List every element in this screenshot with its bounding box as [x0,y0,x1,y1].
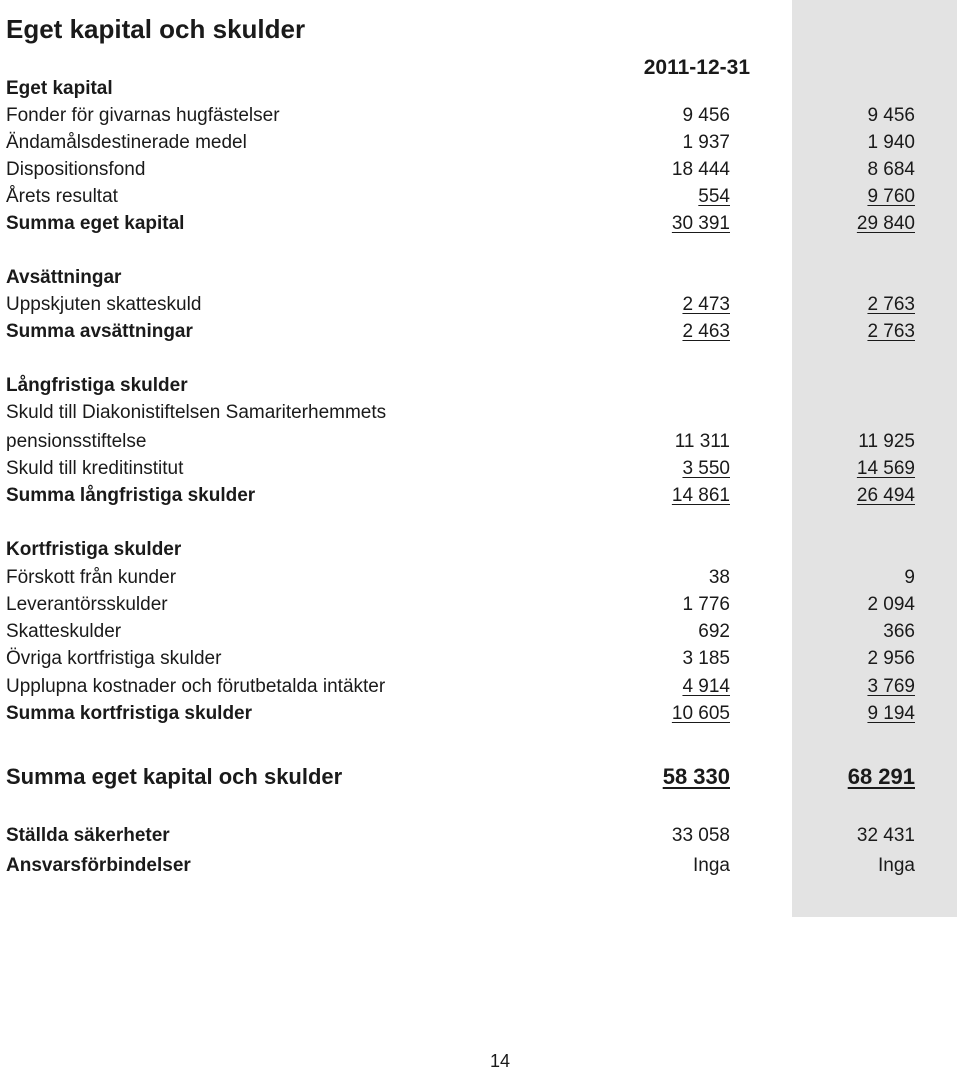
value-prior-year [735,156,915,183]
cell-value: 18 444 [671,159,730,180]
value-prior-year [735,852,915,879]
value-prior-year [735,700,915,727]
value-2011 [550,183,730,210]
cell-value: 26 494 [856,485,915,506]
page-title: Eget kapital och skulder [6,14,306,44]
cell-value: 8 684 [867,159,915,180]
table-row [0,75,960,102]
cell-value: 9 194 [867,703,915,724]
value-2011 [550,673,730,700]
cell-value: 692 [698,621,730,642]
value-prior-year [735,564,915,591]
value-prior-year [735,482,915,509]
value-prior-year [735,318,915,345]
value-2011 [550,700,730,727]
cell-value: 30 391 [671,213,730,234]
value-prior-year [735,210,915,237]
value-2011 [550,591,730,618]
table-row [0,455,960,482]
value-2011 [550,822,730,849]
table-row [0,852,960,879]
value-2011 [550,645,730,672]
cell-value: 2 094 [867,594,915,615]
table-row [0,372,960,399]
table-row [0,291,960,318]
value-2011 [550,455,730,482]
table-row [0,618,960,645]
table-row [0,156,960,183]
row-label: Fonder för givarnas hugfästelser [6,105,280,126]
row-label: Dispositionsfond [6,159,146,180]
row-label: Uppskjuten skatteskuld [6,294,202,315]
year-column-header: 2011-12-31 [643,56,750,79]
row-label: pensionsstiftelse [6,431,147,452]
row-label: Skuld till kreditinstitut [6,458,184,479]
row-label: Summa eget kapital [6,213,185,234]
value-2011 [550,129,730,156]
cell-value: 38 [708,567,730,588]
cell-value: 554 [698,186,730,207]
cell-value: 14 569 [856,458,915,479]
value-prior-year [735,645,915,672]
cell-value: 58 330 [662,764,730,789]
row-label: Ställda säkerheter [6,825,170,846]
value-prior-year [735,591,915,618]
page-number: 14 [489,1051,511,1071]
cell-value: 3 550 [682,458,730,479]
row-label: Ansvarsförbindelser [6,855,191,876]
value-2011 [550,291,730,318]
row-label: Långfristiga skulder [6,375,188,396]
value-prior-year [735,291,915,318]
row-label: Summa avsättningar [6,321,193,342]
value-prior-year [735,455,915,482]
cell-value: 3 769 [867,676,915,697]
cell-value: 14 861 [671,485,730,506]
row-label: Ändamålsdestinerade medel [6,132,247,153]
row-label: Övriga kortfristiga skulder [6,648,222,669]
cell-value: 4 914 [682,676,730,697]
table-row [0,183,960,210]
value-prior-year [735,822,915,849]
table-row [0,536,960,563]
row-label: Skuld till Diakonistiftelsen Samariterhemmets [6,402,387,423]
row-label: Summa eget kapital och skulder [6,764,343,789]
cell-value: 1 940 [867,132,915,153]
table-row [0,700,960,727]
cell-value: 2 956 [867,648,915,669]
cell-value: Inga [693,855,730,876]
value-prior-year [735,183,915,210]
value-2011 [550,852,730,879]
value-2011 [550,482,730,509]
cell-value: 9 760 [867,186,915,207]
value-2011 [550,428,730,455]
row-label: Summa långfristiga skulder [6,485,256,506]
row-label: Kortfristiga skulder [6,539,182,560]
cell-value: 9 456 [867,105,915,126]
cell-value: 2 463 [682,321,730,342]
cell-value: 10 605 [671,703,730,724]
cell-value: 33 058 [671,825,730,846]
cell-value: 1 776 [682,594,730,615]
table-row [0,399,960,426]
value-prior-year [735,673,915,700]
table-row [0,673,960,700]
table-row [0,264,960,291]
cell-value: 2 763 [867,294,915,315]
row-label: Upplupna kostnader och förutbetalda intäkter [6,676,386,697]
value-prior-year [735,763,915,790]
cell-value: 2 763 [867,321,915,342]
row-label: Skatteskulder [6,621,122,642]
table-row [0,428,960,455]
value-2011 [550,102,730,129]
cell-value: 32 431 [856,825,915,846]
cell-value: 9 456 [682,105,730,126]
cell-value: 1 937 [682,132,730,153]
value-prior-year [735,618,915,645]
value-2011 [550,156,730,183]
table-row [0,822,960,849]
row-label: Eget kapital [6,78,113,99]
value-prior-year [735,428,915,455]
table-row [0,591,960,618]
value-2011 [550,618,730,645]
row-label: Förskott från kunder [6,567,177,588]
table-row [0,482,960,509]
cell-value: 29 840 [856,213,915,234]
cell-value: 366 [883,621,915,642]
row-label: Summa kortfristiga skulder [6,703,253,724]
value-2011 [550,210,730,237]
value-prior-year [735,129,915,156]
cell-value: 11 311 [674,431,730,452]
table-row [0,645,960,672]
value-2011 [550,763,730,790]
table-row [0,564,960,591]
cell-value: Inga [878,855,915,876]
row-label: Årets resultat [6,186,118,207]
table-row [0,102,960,129]
cell-value: 9 [904,567,915,588]
row-label: Avsättningar [6,267,122,288]
cell-value: 11 925 [858,431,915,452]
cell-value: 68 291 [847,764,915,789]
table-row [0,318,960,345]
cell-value: 2 473 [682,294,730,315]
value-prior-year [735,102,915,129]
table-row [0,129,960,156]
table-row [0,210,960,237]
cell-value: 3 185 [682,648,730,669]
value-2011 [550,318,730,345]
value-2011 [550,564,730,591]
table-row [0,763,960,790]
row-label: Leverantörsskulder [6,594,168,615]
